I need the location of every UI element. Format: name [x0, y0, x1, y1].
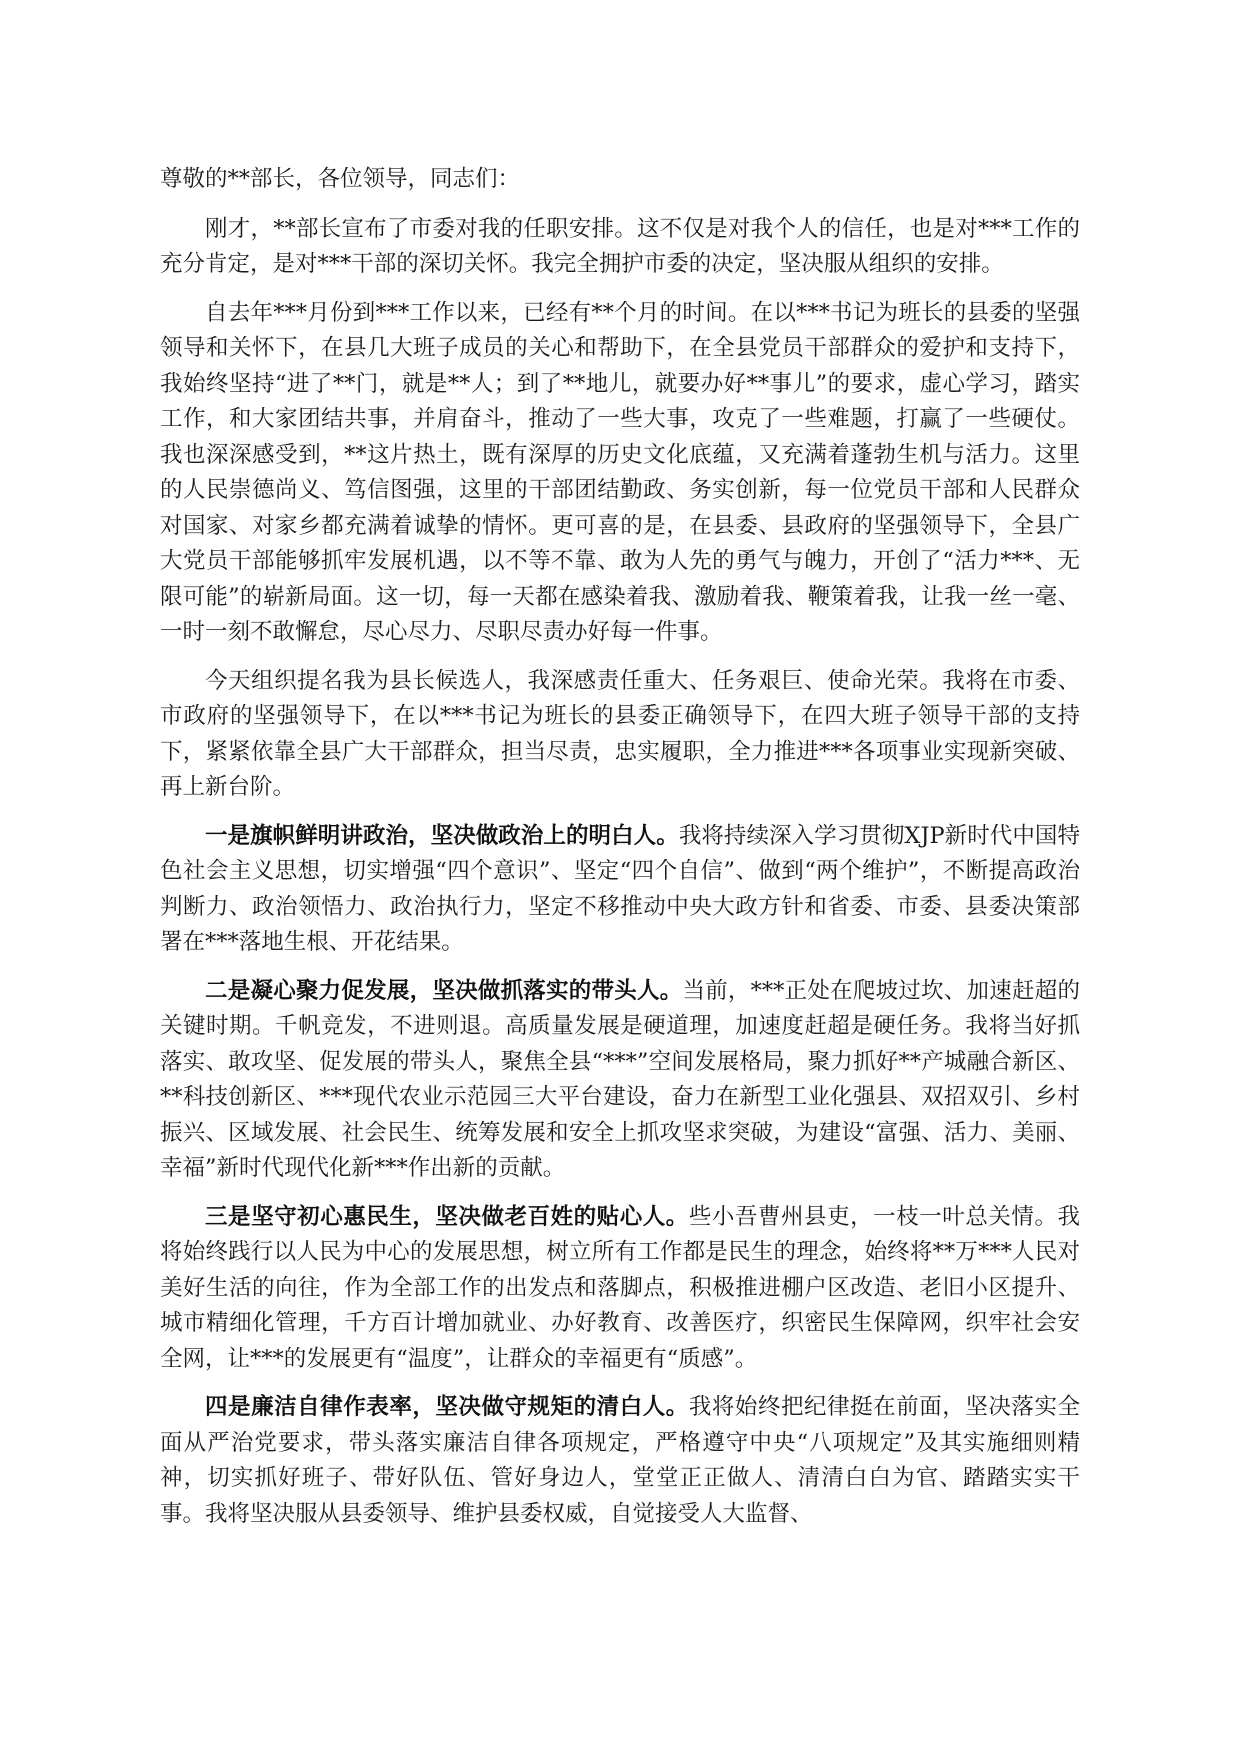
paragraph-point-two: [160, 974, 1080, 1187]
paragraph-lead: 二是凝心聚力促发展，坚决做抓落实的带头人。: [205, 977, 683, 1004]
paragraph-point-one: [160, 819, 1080, 961]
paragraph-text: 我将持续深入学习贯彻XJP新时代中国特色社会主义思想，切实增强“四个意识”、坚定“四个自信”、做到“两个维护”，不断提高政治判断力、政治领悟力、政治执行力，坚定不移推动中央大政方针和省委、市委、县委决策部署在***落地生根、开花结果。: [160, 822, 1080, 955]
paragraph-work-review: [160, 296, 1080, 651]
paragraph-lead: 四是廉洁自律作表率，坚决做守规矩的清白人。: [205, 1394, 689, 1420]
salutation: 尊敬的**部长，各位领导，同志们：: [160, 166, 521, 192]
paragraph-lead: 一是旗帜鲜明讲政治，坚决做政治上的明白人。: [205, 822, 679, 849]
document-page: [160, 162, 1080, 1545]
paragraph-nomination: [160, 664, 1080, 806]
paragraph-text: 今天组织提名我为县长候选人，我深感责任重大、任务艰巨、使命光荣。我将在市委、市政府的坚强领导下，在以***书记为班长的县委正确领导下，在四大班子领导干部的支持下，紧紧依靠全县广大干部群众，担当尽责，忠实履职，全力推进***各项事业实现新突破、再上新台阶。: [160, 667, 1080, 800]
paragraph-text: 当前，***正处在爬坡过坎、加速赶超的关键时期。千帆竞发，不进则退。高质量发展是硬道理，加速度赶超是硬任务。我将当好抓落实、敢攻坚、促发展的带头人，聚焦全县“***”空间发展格局，聚力抓好**产城融合新区、**科技创新区、***现代农业示范园三大平台建设，奋力在新型工业化强县、双招双引、乡村振兴、区域发展、社会民生、统筹发展和安全上抓攻坚求突破，为建设“富强、活力、美丽、幸福”新时代现代化新***作出新的贡献。: [160, 977, 1080, 1181]
paragraph-point-four: [160, 1390, 1080, 1532]
paragraph-appointment: [160, 212, 1080, 283]
paragraph-text: 些小吾曹州县吏，一枝一叶总关情。我将始终践行以人民为中心的发展思想，树立所有工作都是民生的理念，始终将**万***人民对美好生活的向往，作为全部工作的出发点和落脚点，积极推进棚户区改造、老旧小区提升、城市精细化管理，千方百计增加就业、办好教育、改善医疗，织密民生保障网，织牢社会安全网，让***的发展更有“温度”，让群众的幸福更有“质感”。: [160, 1203, 1080, 1372]
paragraph-text: 我将始终把纪律挺在前面，坚决落实全面从严治党要求，带头落实廉洁自律各项规定，严格遵守中央“八项规定”及其实施细则精神，切实抓好班子、带好队伍、管好身边人，堂堂正正做人、清清白白为官、踏踏实实干事。我将坚决服从县委领导、维护县委权威，自觉接受人大监督、: [160, 1394, 1080, 1527]
paragraph-point-three: [160, 1200, 1080, 1378]
paragraph-text: 自去年***月份到***工作以来，已经有**个月的时间。在以***书记为班长的县委的坚强领导和关怀下，在县几大班子成员的关心和帮助下，在全县党员干部群众的爱护和支持下，我始终坚持“进了**门，就是**人；到了**地儿，就要办好**事儿”的要求，虚心学习，踏实工作，和大家团结共事，并肩奋斗，推动了一些大事，攻克了一些难题，打赢了一些硬仗。我也深深感受到，**这片热土，既有深厚的历史文化底蕴，又充满着蓬勃生机与活力。这里的人民崇德尚义、笃信图强，这里的干部团结勤政、务实创新，每一位党员干部和人民群众对国家、对家乡都充满着诚挚的情怀。更可喜的是，在县委、县政府的坚强领导下，全县广大党员干部能够抓牢发展机遇，以不等不靠、敢为人先的勇气与魄力，开创了“活力***、无限可能”的崭新局面。这一切，每一天都在感染着我、激励着我、鞭策着我，让我一丝一毫、一时一刻不敢懈怠，尽心尽力、尽职尽责办好每一件事。: [160, 299, 1080, 645]
paragraph-text: 刚才，**部长宣布了市委对我的任职安排。这不仅是对我个人的信任，也是对***工作的充分肯定，是对***干部的深切关怀。我完全拥护市委的决定，坚决服从组织的安排。: [160, 215, 1080, 277]
paragraph-lead: 三是坚守初心惠民生，坚决做老百姓的贴心人。: [205, 1203, 689, 1230]
